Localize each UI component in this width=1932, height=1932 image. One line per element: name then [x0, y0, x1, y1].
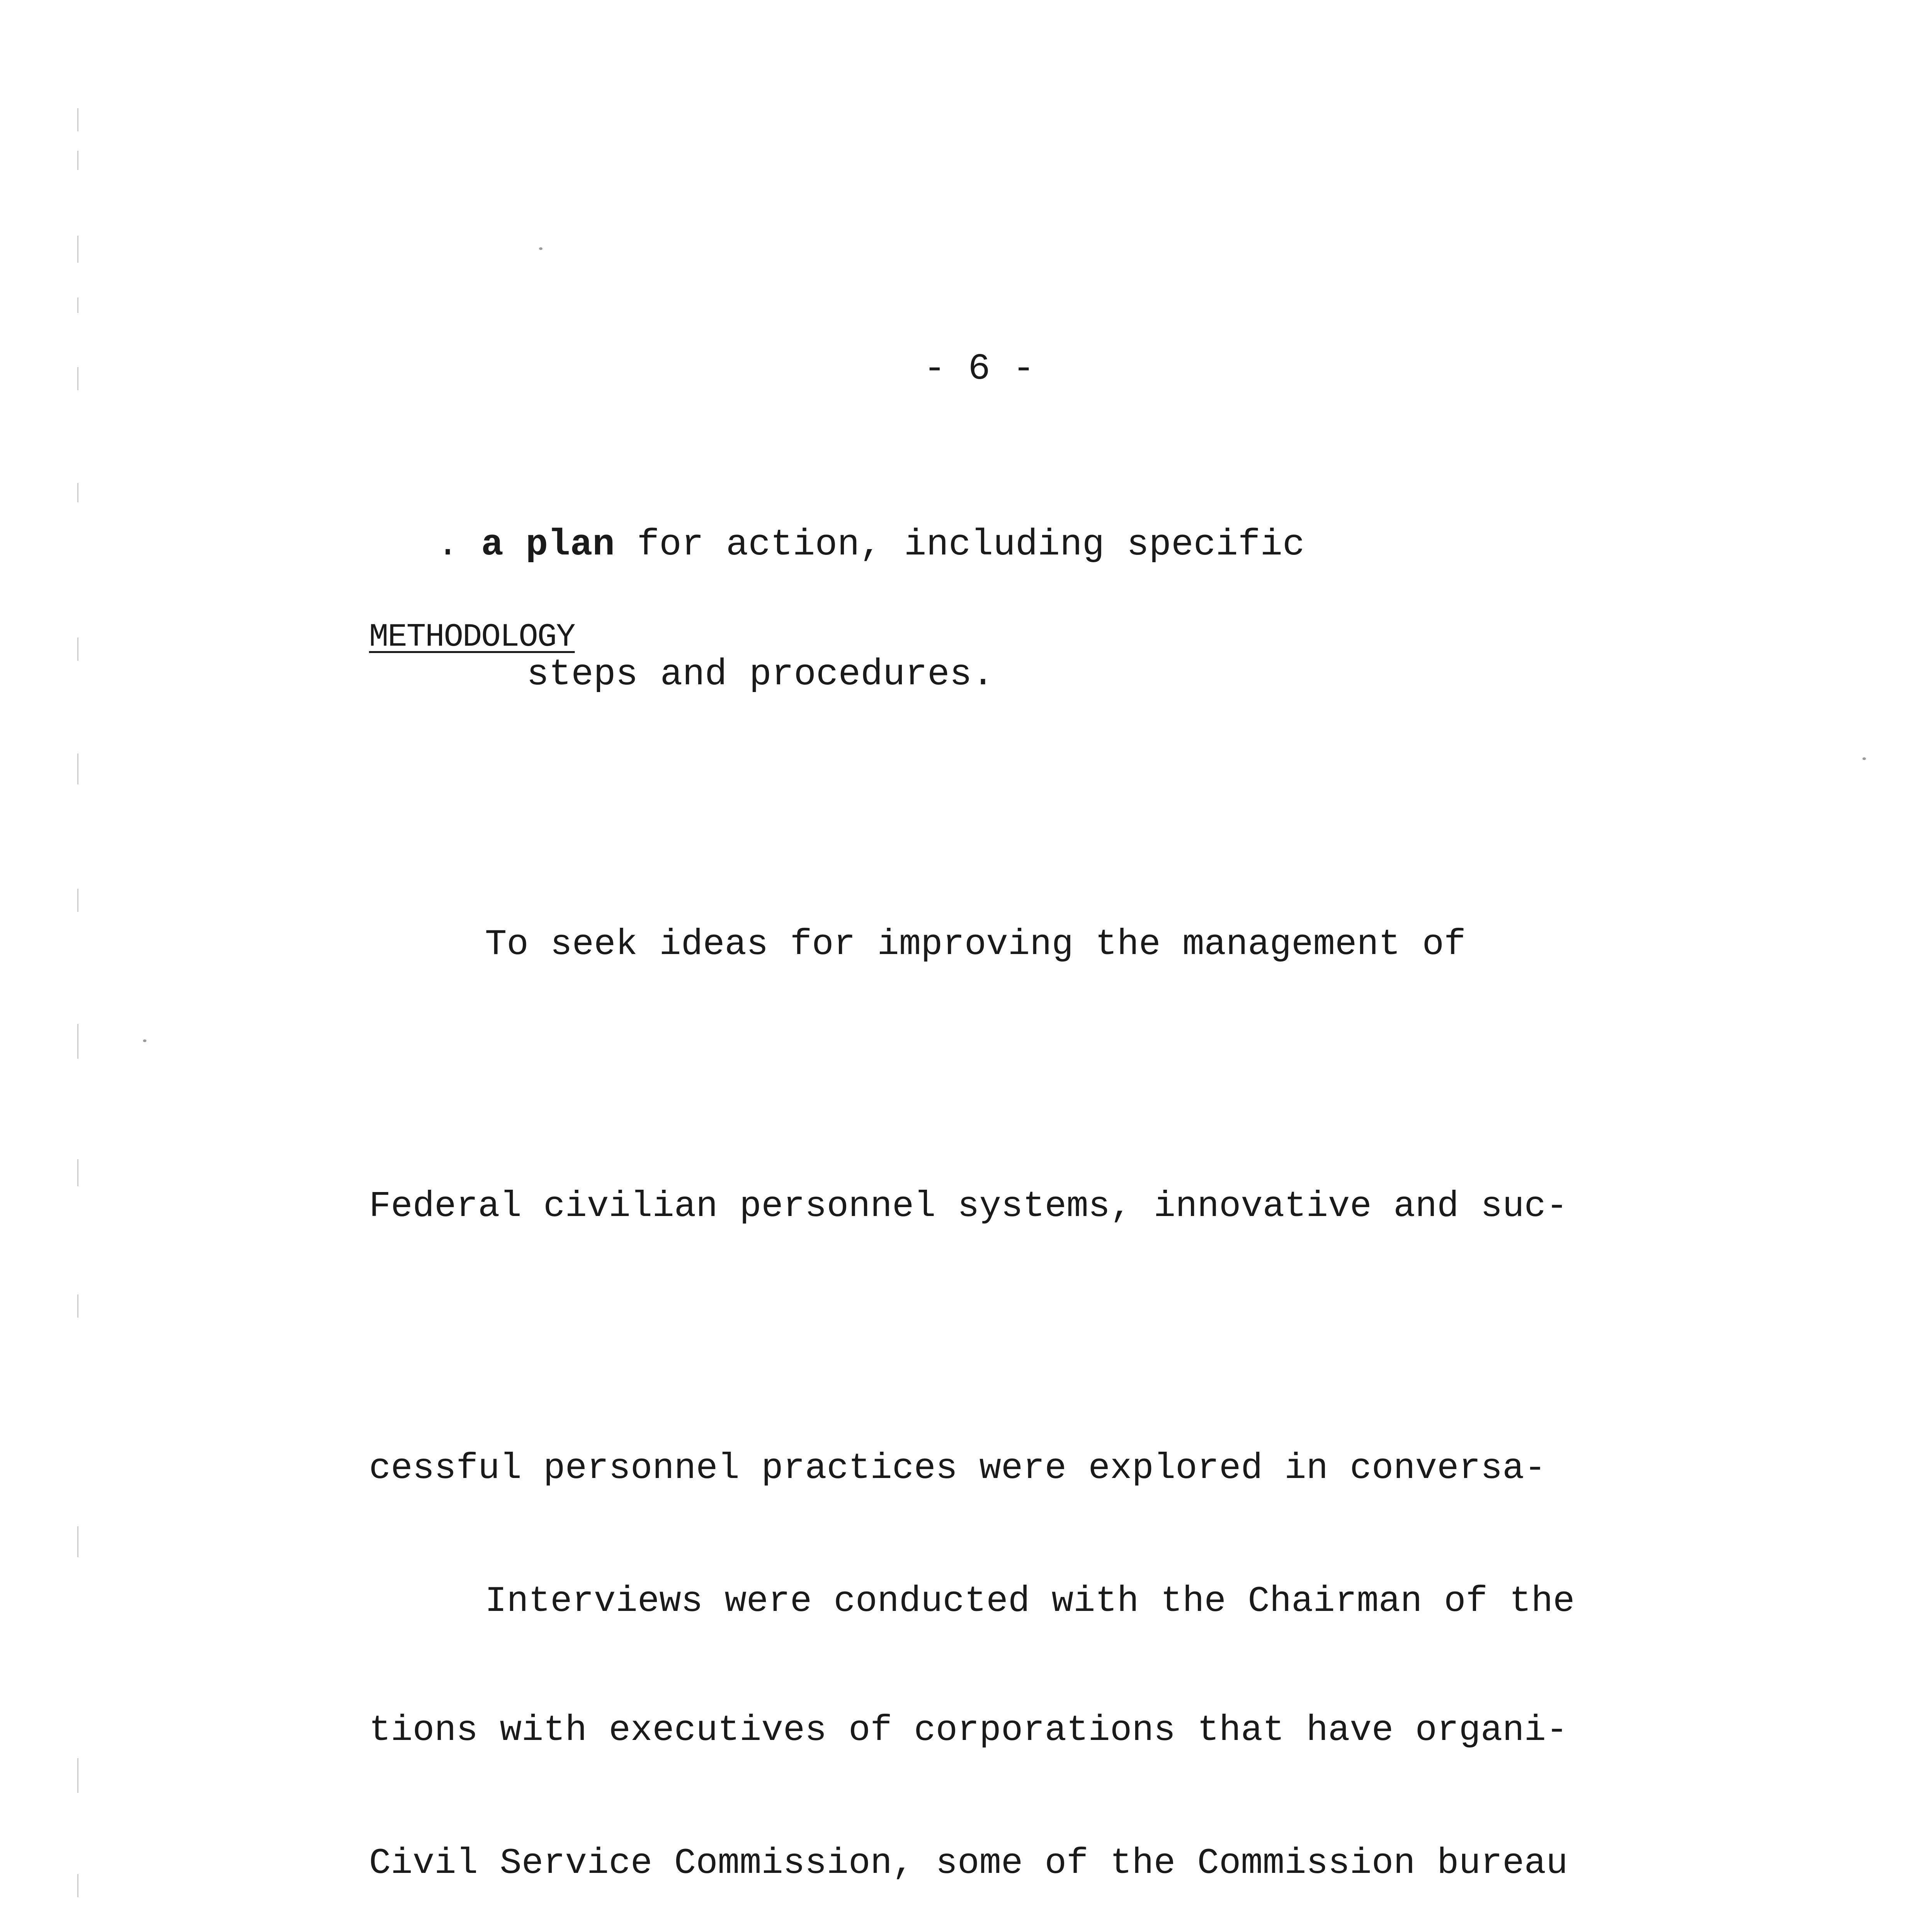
bullet-line-2: steps and procedures.	[527, 653, 994, 696]
scan-speck	[143, 1039, 146, 1042]
scan-speck	[1862, 757, 1866, 760]
paragraph-line: Interviews were conducted with the Chairman of the	[485, 1581, 1575, 1622]
paragraph-line: tions with executives of corporations that have organi-	[369, 1710, 1568, 1751]
paragraph-line: Civil Service Commission, some of the Commission bureau	[369, 1843, 1568, 1884]
bullet-text: for action, including specific	[614, 524, 1305, 566]
section-heading: METHODOLOGY	[369, 619, 575, 656]
paragraph	[369, 1383, 1633, 1932]
paragraph-line: To seek ideas for improving the management of	[485, 924, 1466, 965]
bullet-marker: .	[437, 524, 459, 566]
page-number: - 6 -	[923, 348, 1035, 390]
paragraph-line: Federal civilian personnel systems, innovative and suc-	[369, 1186, 1568, 1227]
scan-margin-artifacts	[58, 97, 89, 1932]
paragraph	[369, 1868, 1611, 1932]
bullet-bold-text: a plan	[481, 524, 615, 566]
paragraph-line: cessful personnel practices were explored in conversa-	[369, 1448, 1546, 1489]
scan-speck	[539, 247, 543, 250]
bullet-line-1	[437, 523, 1305, 566]
